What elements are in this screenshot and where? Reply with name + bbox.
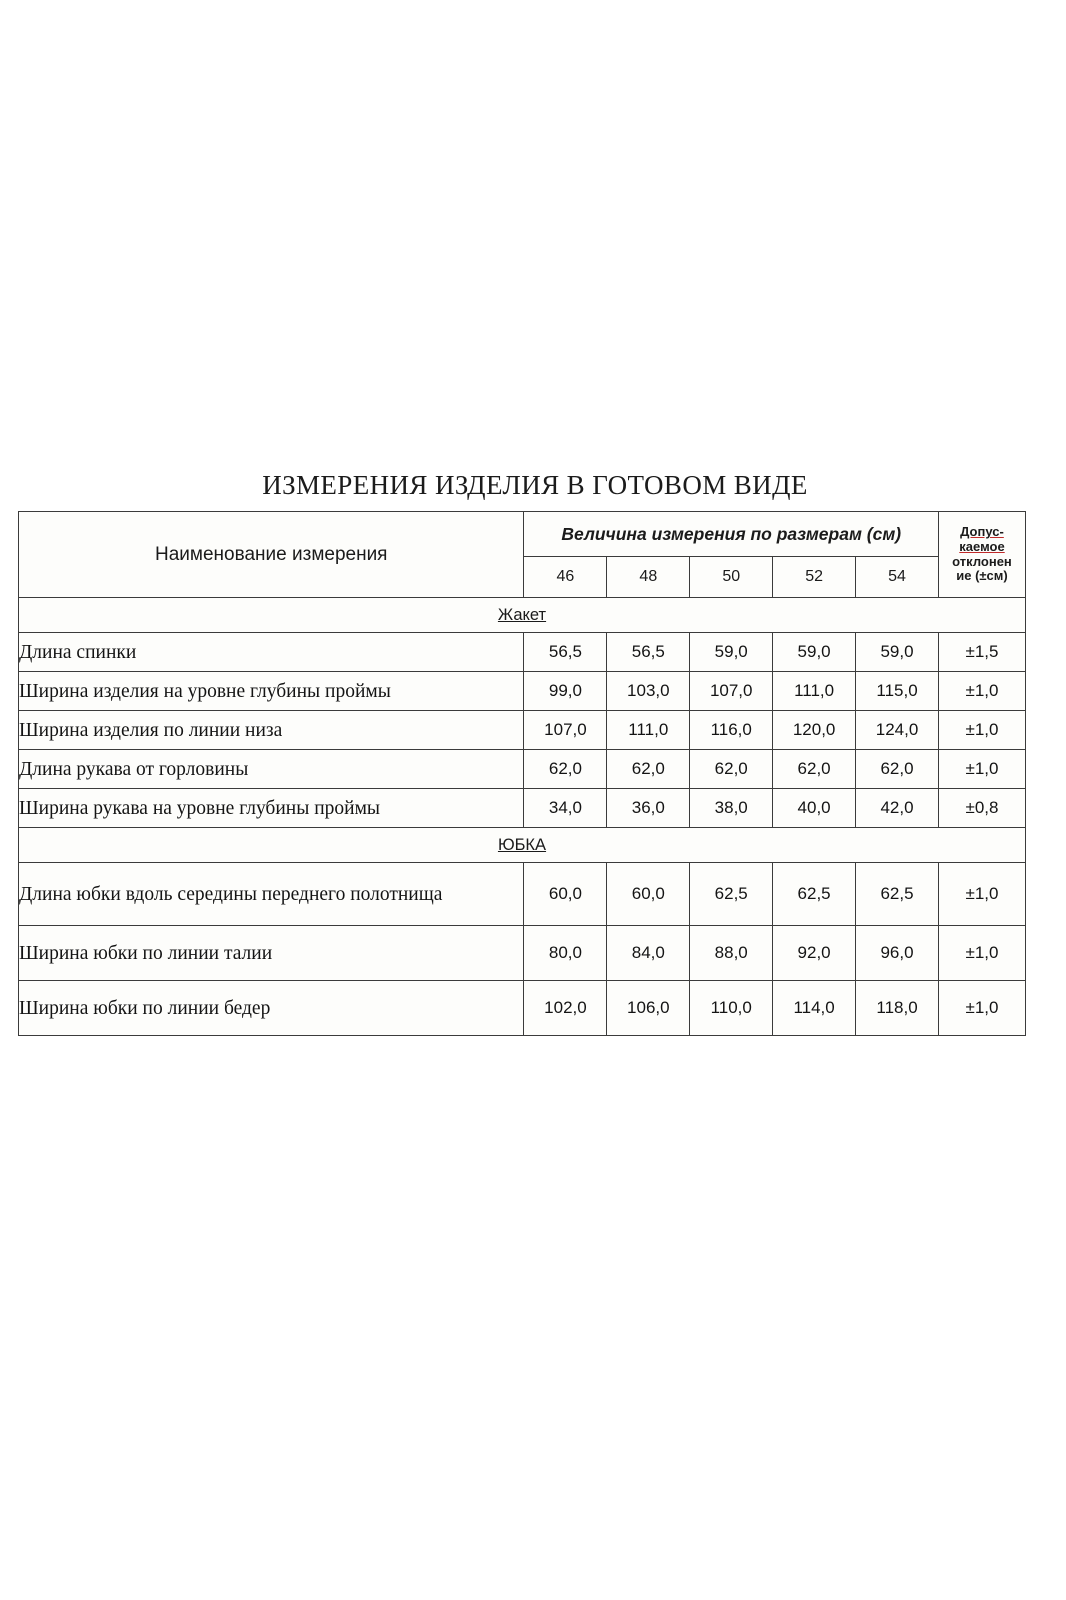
- column-header-name: Наименование измерения: [19, 512, 524, 598]
- measurements-table: [18, 511, 1026, 1036]
- cell-tolerance: ±1,0: [938, 672, 1025, 711]
- column-header-size-48: 48: [607, 557, 690, 598]
- cell-tolerance: ±1,0: [938, 926, 1025, 981]
- tolerance-line-2: каемое: [959, 538, 1005, 554]
- cell-value: 42,0: [856, 789, 939, 828]
- column-header-sizes-group: Величина измерения по размерам (см): [524, 512, 939, 557]
- cell-value: 60,0: [607, 863, 690, 926]
- cell-value: 62,0: [690, 750, 773, 789]
- cell-value: 59,0: [773, 633, 856, 672]
- column-header-size-50: 50: [690, 557, 773, 598]
- cell-tolerance: ±1,0: [938, 750, 1025, 789]
- cell-tolerance: ±1,0: [938, 981, 1025, 1036]
- cell-value: 59,0: [690, 633, 773, 672]
- cell-value: 107,0: [690, 672, 773, 711]
- cell-value: 59,0: [856, 633, 939, 672]
- section-header-row: [19, 828, 1026, 863]
- cell-value: 111,0: [607, 711, 690, 750]
- cell-value: 116,0: [690, 711, 773, 750]
- cell-value: 62,0: [773, 750, 856, 789]
- table-row: [19, 926, 1026, 981]
- cell-value: 107,0: [524, 711, 607, 750]
- table-row: [19, 981, 1026, 1036]
- cell-value: 102,0: [524, 981, 607, 1036]
- cell-tolerance: ±1,0: [938, 711, 1025, 750]
- cell-value: 40,0: [773, 789, 856, 828]
- cell-value: 115,0: [856, 672, 939, 711]
- row-label: Ширина изделия на уровне глубины проймы: [19, 672, 524, 711]
- column-header-size-52: 52: [773, 557, 856, 598]
- row-label: Ширина юбки по линии талии: [19, 926, 524, 981]
- cell-value: 60,0: [524, 863, 607, 926]
- cell-value: 120,0: [773, 711, 856, 750]
- cell-tolerance: ±0,8: [938, 789, 1025, 828]
- cell-value: 118,0: [856, 981, 939, 1036]
- row-label: Ширина изделия по линии низа: [19, 711, 524, 750]
- table-row: [19, 750, 1026, 789]
- section-label-skirt: ЮБКА: [19, 828, 1026, 863]
- cell-value: 36,0: [607, 789, 690, 828]
- table-row: [19, 711, 1026, 750]
- cell-value: 106,0: [607, 981, 690, 1036]
- cell-value: 62,5: [856, 863, 939, 926]
- cell-value: 99,0: [524, 672, 607, 711]
- section-header-row: [19, 598, 1026, 633]
- column-header-tolerance: [938, 512, 1025, 598]
- column-header-size-54: 54: [856, 557, 939, 598]
- cell-value: 92,0: [773, 926, 856, 981]
- cell-value: 56,5: [607, 633, 690, 672]
- cell-value: 38,0: [690, 789, 773, 828]
- row-label: Ширина юбки по линии бедер: [19, 981, 524, 1036]
- cell-value: 56,5: [524, 633, 607, 672]
- cell-value: 114,0: [773, 981, 856, 1036]
- tolerance-line-3: отклонен: [952, 553, 1012, 569]
- cell-tolerance: ±1,0: [938, 863, 1025, 926]
- table-row: [19, 863, 1026, 926]
- row-label: Длина юбки вдоль середины переднего полотнища: [19, 863, 524, 926]
- cell-value: 88,0: [690, 926, 773, 981]
- cell-value: 80,0: [524, 926, 607, 981]
- table-row: [19, 789, 1026, 828]
- table-row: [19, 672, 1026, 711]
- cell-tolerance: ±1,5: [938, 633, 1025, 672]
- cell-value: 124,0: [856, 711, 939, 750]
- page-title: ИЗМЕРЕНИЯ ИЗДЕЛИЯ В ГОТОВОМ ВИДЕ: [262, 470, 808, 500]
- table-body: [19, 598, 1026, 1036]
- cell-value: 34,0: [524, 789, 607, 828]
- row-label: Длина спинки: [19, 633, 524, 672]
- measurements-document: [18, 470, 1030, 1036]
- table-row: [19, 633, 1026, 672]
- cell-value: 110,0: [690, 981, 773, 1036]
- cell-value: 62,5: [773, 863, 856, 926]
- cell-value: 96,0: [856, 926, 939, 981]
- cell-value: 111,0: [773, 672, 856, 711]
- cell-value: 62,5: [690, 863, 773, 926]
- cell-value: 62,0: [856, 750, 939, 789]
- row-label: Длина рукава от горловины: [19, 750, 524, 789]
- column-header-size-46: 46: [524, 557, 607, 598]
- row-label: Ширина рукава на уровне глубины проймы: [19, 789, 524, 828]
- cell-value: 62,0: [524, 750, 607, 789]
- tolerance-line-4: ие (±см): [956, 568, 1008, 584]
- table-header: [19, 512, 1026, 598]
- tolerance-line-1: Допус-: [960, 524, 1004, 540]
- cell-value: 84,0: [607, 926, 690, 981]
- cell-value: 62,0: [607, 750, 690, 789]
- cell-value: 103,0: [607, 672, 690, 711]
- section-label-jacket: Жакет: [19, 598, 1026, 633]
